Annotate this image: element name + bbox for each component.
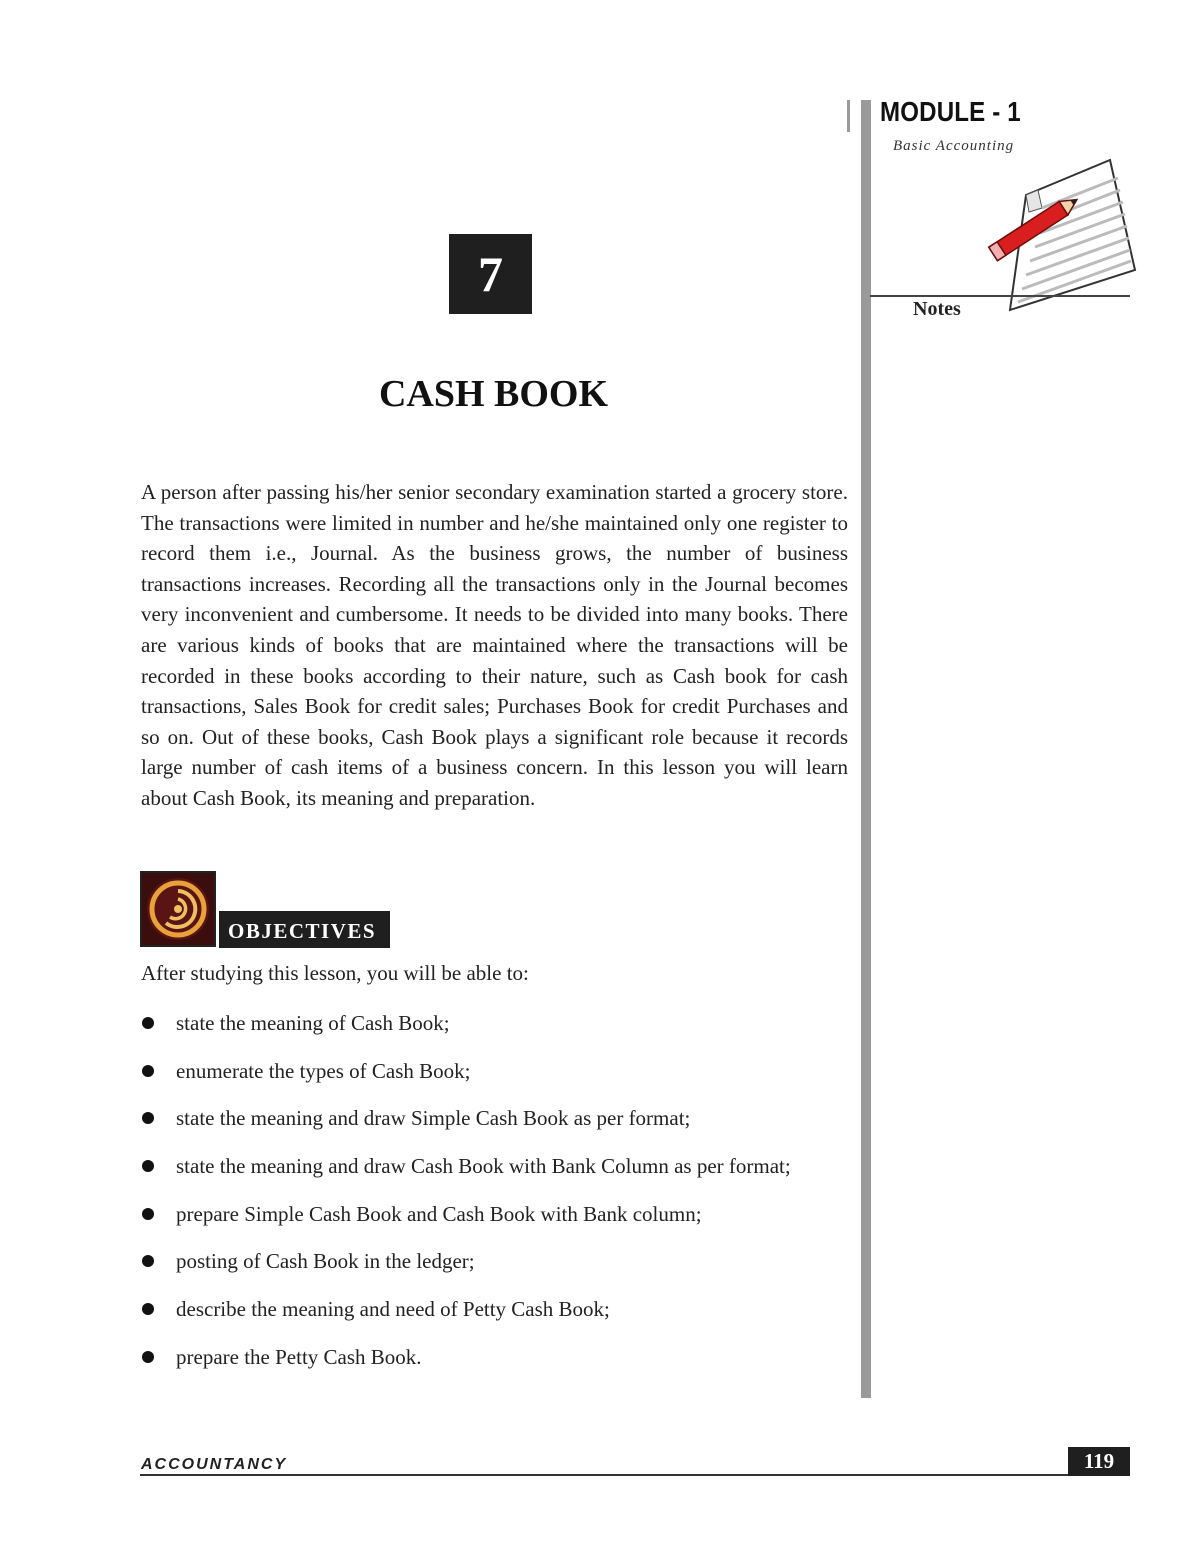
- bullet-icon: [142, 1017, 154, 1029]
- objective-text: posting of Cash Book in the ledger;: [176, 1249, 475, 1274]
- bullet-icon: [142, 1208, 154, 1220]
- bullet-icon: [142, 1160, 154, 1172]
- objective-text: enumerate the types of Cash Book;: [176, 1058, 471, 1083]
- objective-text: describe the meaning and need of Petty Cash Book;: [176, 1297, 610, 1322]
- chapter-title: CASH BOOK: [378, 373, 609, 415]
- list-item: [141, 1151, 856, 1199]
- objective-text: prepare Simple Cash Book and Cash Book with Bank column;: [176, 1201, 702, 1226]
- target-icon-graphic: [142, 873, 214, 945]
- objective-text: state the meaning and draw Simple Cash Book as per format;: [176, 1106, 691, 1131]
- list-item: [141, 1294, 856, 1342]
- page-number: 119: [1068, 1447, 1130, 1476]
- notes-label: Notes: [913, 298, 961, 320]
- objectives-heading: OBJECTIVES: [219, 911, 390, 948]
- objective-text: state the meaning and draw Cash Book with Bank Column as per format;: [176, 1154, 791, 1179]
- objectives-list: [141, 1008, 856, 1390]
- module-subtitle: Basic Accounting: [893, 138, 1015, 154]
- notes-rule: [870, 295, 1130, 297]
- list-item: [141, 1008, 856, 1056]
- intro-paragraph: A person after passing his/her senior secondary examination started a grocery store. The transactions were limited in number and he/she maintained only one register to record them i.e., Journal. As the business grows, the number of business transactions increases. Recording all the transactions only in the Journal becomes very inconvenient and cumbersome. It needs to be divided into many books. There are various kinds of books that are maintained where the transactions will be recorded in these books according to their nature, such as Cash book for cash transactions, Sales Book for credit sales; Purchases Book for credit Purchases and so on. Out of these books, Cash Book plays a significant role because it records large number of cash items of a business concern. In this lesson you will learn about Cash Book, its meaning and preparation.: [141, 480, 848, 810]
- list-item: [141, 1056, 856, 1104]
- list-item: [141, 1103, 856, 1151]
- footer-rule: [140, 1474, 1130, 1476]
- chapter-number: 7: [449, 234, 532, 314]
- objectives-intro: After studying this lesson, you will be able to:: [141, 961, 529, 985]
- bullet-icon: [142, 1065, 154, 1077]
- target-icon: [140, 871, 216, 947]
- list-item: [141, 1246, 856, 1294]
- module-title: MODULE - 1: [880, 96, 1021, 127]
- bullet-icon: [142, 1112, 154, 1124]
- footer-subject: ACCOUNTANCY: [141, 1456, 288, 1473]
- list-item: [141, 1342, 856, 1390]
- objective-text: prepare the Petty Cash Book.: [176, 1344, 422, 1369]
- objective-text: state the meaning of Cash Book;: [176, 1011, 450, 1035]
- bullet-icon: [142, 1351, 154, 1363]
- bullet-icon: [142, 1303, 154, 1315]
- list-item: [141, 1199, 856, 1247]
- bullet-icon: [142, 1255, 154, 1267]
